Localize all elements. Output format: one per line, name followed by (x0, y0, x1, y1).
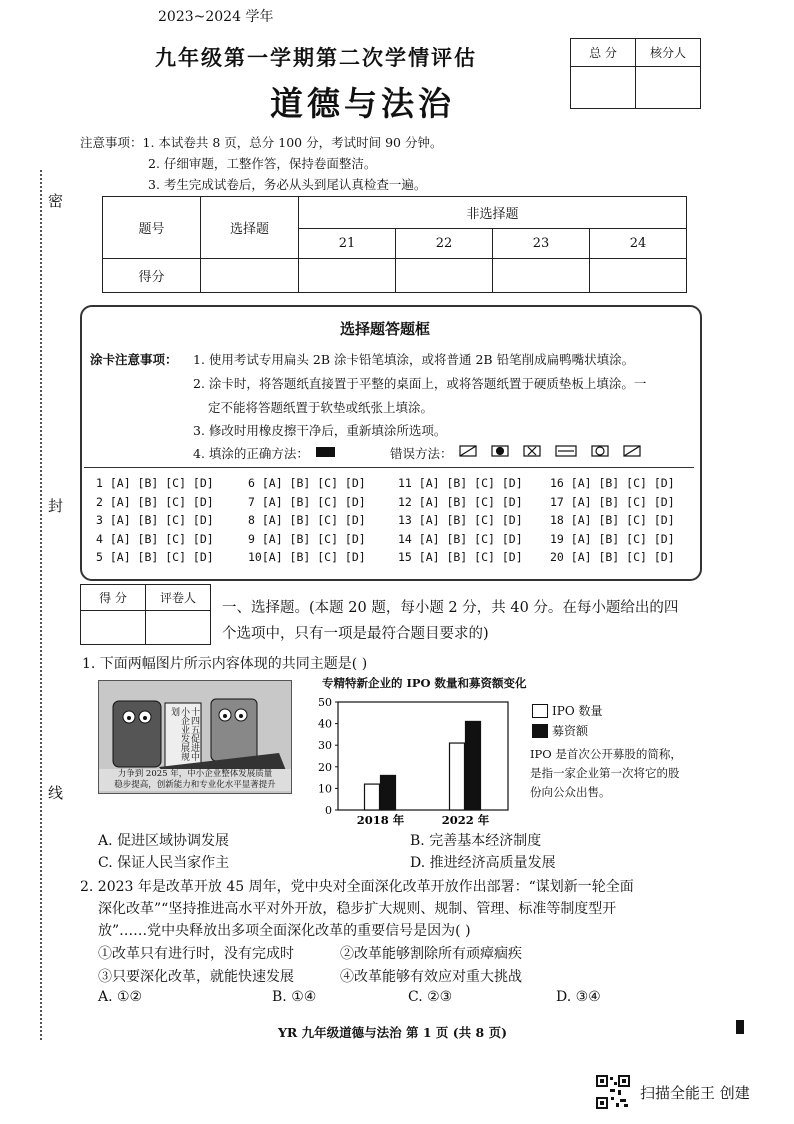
answer-frame-divider (84, 467, 694, 468)
q2-option-c[interactable]: C. ②③ (408, 989, 453, 1005)
answer-frame-heading: 涂卡注意事项： (90, 352, 178, 367)
y-tick-label: 20 (318, 760, 332, 774)
answer-frame-title: 选择题答题框 (340, 320, 431, 338)
q2-option-b[interactable]: B. ①④ (272, 989, 317, 1005)
legend-label-funds: 募资额 (552, 724, 589, 738)
choice-label: 选择题 (201, 197, 299, 259)
q1-stem: 1. 下面两幅图片所示内容体现的共同主题是( ) (82, 656, 368, 672)
total-score-label: 总 分 (571, 39, 636, 67)
bubble-column-1[interactable]: 1 [A] [B] [C] [D] 2 [A] [B] [C] [D] 3 [A] [B] [C] [D] 4 [A] [B] [C] [D] 5 [A] [B] [C] [D] (96, 476, 214, 564)
correct-fill-sample-icon (316, 447, 335, 457)
total-score-cell[interactable] (571, 67, 636, 109)
x-tick-label: 2022 年 (441, 813, 490, 827)
q2-option-d[interactable]: D. ③④ (556, 989, 601, 1005)
checker-cell[interactable] (636, 67, 701, 109)
bar-funds-0 (381, 775, 396, 810)
q2-line-3: 放”……党中央释放出多项全面深化改革的重要信号是因为( ) (98, 923, 471, 939)
qr-code-icon (596, 1075, 630, 1109)
score-cell-21[interactable] (299, 259, 396, 293)
chart-title: 专精特新企业的 IPO 数量和募资额变化 (322, 676, 527, 690)
y-tick-label: 50 (318, 696, 332, 709)
y-tick-label: 30 (318, 739, 332, 753)
cartoon-caption-1: 力争到 2025 年，中小企业整体发展质量 (117, 769, 273, 779)
binding-line (40, 170, 42, 1040)
y-tick-label: 0 (325, 804, 332, 817)
answer-frame-line-4: 4. 填涂的正确方法： (193, 446, 309, 461)
bubble-column-4[interactable]: 16 [A] [B] [C] [D] 17 [A] [B] [C] [D] 18 [A] [B] [C] [D] 19 [A] [B] [C] [D] 20 [A] [B] [C] [D] (550, 476, 675, 564)
side-char-xian: 线 (48, 784, 64, 802)
scanner-watermark: 扫描全能王 创建 (640, 1084, 750, 1102)
cartoon-caption (99, 769, 291, 791)
cartoon-sign: 十四五促进中小企业发展规划 (169, 707, 199, 761)
notice-line-3: 3. 考生完成试卷后，务必从头到尾认真检查一遍。 (148, 177, 427, 192)
grader-box (80, 584, 211, 645)
side-char-mi: 密 (48, 192, 64, 210)
x-tick-label: 2018 年 (356, 813, 405, 827)
q2-line-2: 深化改革”“坚持推进高水平对外开放，稳步扩大规则、规制、管理、标准等制度型开 (98, 901, 617, 917)
question-24: 24 (590, 229, 687, 259)
score-label: 得分 (103, 259, 201, 293)
question-21: 21 (299, 229, 396, 259)
q1-option-a[interactable]: A. 促进区域协调发展 (98, 833, 230, 849)
question-23: 23 (493, 229, 590, 259)
score-cell-23[interactable] (493, 259, 590, 293)
wrong-method-label: 错误方法： (390, 446, 453, 461)
bubble-column-3[interactable]: 11 [A] [B] [C] [D] 12 [A] [B] [C] [D] 13 [A] [B] [C] [D] 14 [A] [B] [C] [D] 15 [A] [B] [C] [D] (398, 476, 523, 564)
answer-frame-line-2: 2. 涂卡时，将答题纸直接置于平整的桌面上，或将答题纸置于硬质垫板上填涂。一 (193, 376, 647, 391)
ipo-note: IPO 是首次公开募股的简称，是指一家企业第一次将它的股份向公众出售。 (530, 747, 682, 799)
y-tick-label: 10 (318, 782, 332, 796)
q2-option-a[interactable]: A. ①② (98, 989, 143, 1005)
answer-frame-line-3: 3. 修改时用橡皮擦干净后，重新填涂所选项。 (193, 423, 447, 438)
score-cell-24[interactable] (590, 259, 687, 293)
section-1-heading: 一、选择题。(本题 20 题，每小题 2 分，共 40 分。在每小题给出的四 (222, 600, 679, 616)
nonchoice-label: 非选择题 (299, 197, 687, 229)
cartoon-image (98, 680, 292, 794)
page-marker (736, 1020, 744, 1034)
q2-statement-1: ①改革只有进行时，没有完成时 (98, 946, 294, 962)
bar-ipo-0 (365, 784, 380, 810)
grader-reviewer-cell[interactable] (146, 611, 211, 645)
bar-funds-1 (466, 721, 481, 810)
exam-title: 九年级第一学期第二次学情评估 (155, 45, 477, 70)
q2-line-1: 2. 2023 年是改革开放 45 周年，党中央对全面深化改革开放作出部署：“谋划新一轮全面 (80, 879, 634, 895)
legend-swatch-ipo (532, 704, 548, 718)
wrong-method-icons (458, 443, 648, 459)
cartoon-caption-2: 稳步提高，创新能力和专业化水平显著提升 (114, 780, 276, 790)
question-22: 22 (396, 229, 493, 259)
score-cell-22[interactable] (396, 259, 493, 293)
q2-statement-4: ④改革能够有效应对重大挑战 (340, 969, 522, 985)
ipo-chart (310, 692, 520, 828)
q2-statement-3: ③只要深化改革，就能快速发展 (98, 969, 294, 985)
total-score-box (570, 38, 701, 109)
side-char-feng: 封 (48, 497, 64, 515)
bar-ipo-1 (450, 743, 465, 810)
chart-frame (338, 702, 508, 810)
page-footer: YR 九年级道德与法治 第 1 页 (共 8 页) (278, 1025, 507, 1040)
legend-swatch-funds (532, 724, 548, 738)
score-table (102, 196, 687, 293)
legend-label-ipo: IPO 数量 (552, 704, 603, 718)
y-tick-label: 40 (318, 717, 332, 731)
score-cell-choice[interactable] (201, 259, 299, 293)
answer-frame-line-1: 1. 使用考试专用扁头 2B 涂卡铅笔填涂，或将普通 2B 铅笔削成扁鸭嘴状填涂。 (193, 352, 635, 367)
grader-score-label: 得 分 (81, 585, 146, 611)
bubble-column-2[interactable]: 6 [A] [B] [C] [D] 7 [A] [B] [C] [D] 8 [A] [B] [C] [D] 9 [A] [B] [C] [D] 10[A] [B] [C] [D] (248, 476, 366, 564)
notice-line-1: 注意事项：1. 本试卷共 8 页，总分 100 分，考试时间 90 分钟。 (80, 135, 443, 150)
subject-title: 道德与法治 (270, 84, 455, 123)
notice-line-2: 2. 仔细审题，工整作答，保持卷面整洁。 (148, 156, 377, 171)
checker-label: 核分人 (636, 39, 701, 67)
school-year: 2023~2024 学年 (158, 9, 274, 25)
q1-option-b[interactable]: B. 完善基本经济制度 (410, 833, 542, 849)
answer-frame-line-2b: 定不能将答题纸置于软垫或纸张上填涂。 (208, 400, 434, 415)
question-number-label: 题号 (103, 197, 201, 259)
section-1-heading-2: 个选项中，只有一项是最符合题目要求的) (222, 626, 489, 642)
q2-statement-2: ②改革能够割除所有顽瘴痼疾 (340, 946, 522, 962)
q1-option-d[interactable]: D. 推进经济高质量发展 (410, 855, 556, 871)
q1-option-c[interactable]: C. 保证人民当家作主 (98, 855, 230, 871)
grader-score-cell[interactable] (81, 611, 146, 645)
grader-reviewer-label: 评卷人 (146, 585, 211, 611)
